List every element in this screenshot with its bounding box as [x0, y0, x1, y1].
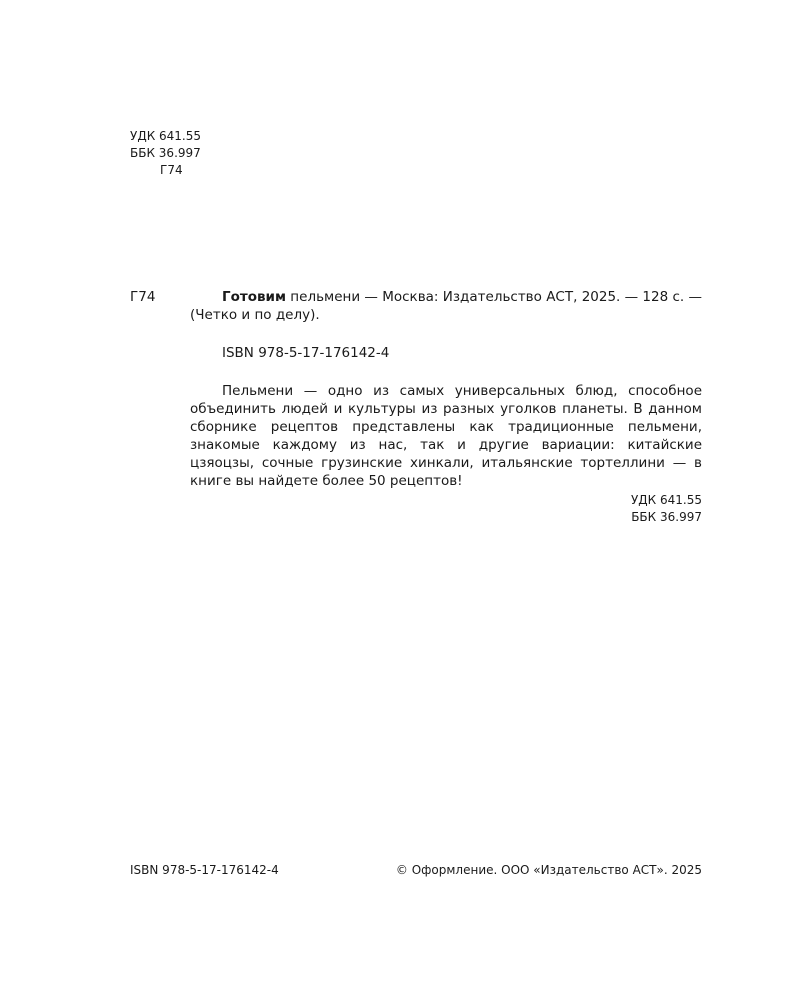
udk-code: УДК 641.55	[130, 129, 202, 143]
classification-codes-top	[130, 128, 201, 179]
bbk-code-bottom: ББК 36.997	[631, 510, 702, 524]
udk-code-bottom: УДК 641.55	[630, 493, 702, 507]
annotation: Пельмени — одно из самых универсальных блюд, способное объединить людей и культуры из разных уголков планеты. В данном сборнике рецептов представлены как традиционные пельмени, знакомые каждому из нас, так и другие вариации: китайские цзяоцзы, сочные грузинские хинкали, итальянские тортеллини — в книге вы найдете более 50 рецептов!	[190, 383, 702, 489]
bibliographic-card	[190, 288, 702, 526]
card-author-mark: Г74	[130, 289, 156, 305]
footer-isbn: ISBN 978-5-17-176142-4	[130, 863, 279, 877]
classification-codes-bottom	[190, 492, 702, 526]
author-mark: Г74	[160, 163, 183, 177]
footer-copyright: © Оформление. ООО «Издательство АСТ». 2025	[395, 863, 702, 877]
bbk-code: ББК 36.997	[130, 146, 201, 160]
title-rest: пельмени — Москва: Издательство АСТ, 2025. — 128 с. — (Четко и по делу).	[190, 289, 702, 323]
title-bold: Готовим	[222, 289, 287, 305]
isbn-line: ISBN 978-5-17-176142-4	[222, 345, 390, 361]
bibliographic-description	[190, 288, 702, 324]
